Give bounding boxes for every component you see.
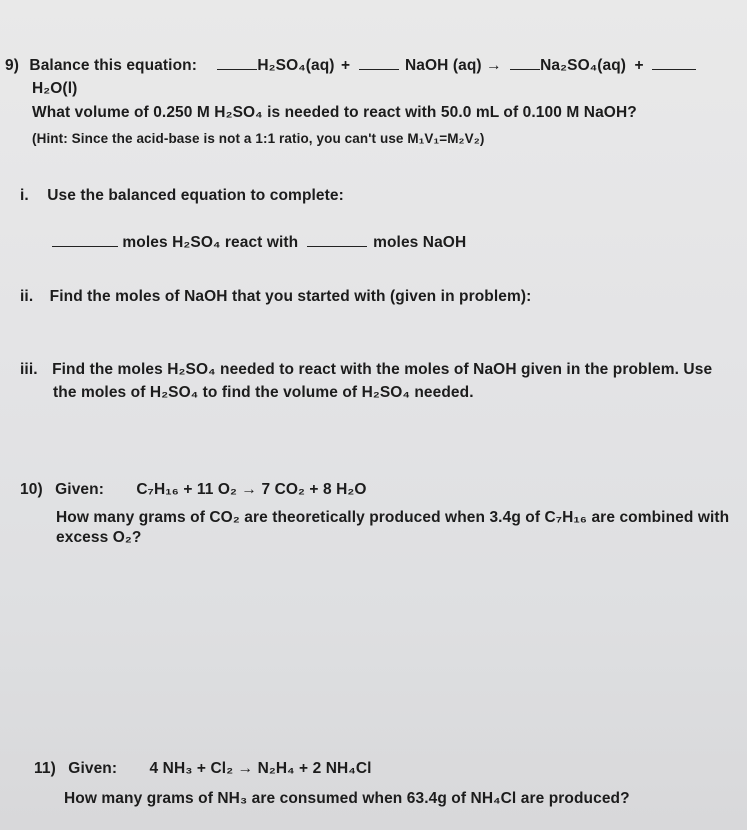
q11-given-label: Given: <box>68 760 118 777</box>
ratio-text-1: moles H₂SO₄ react with <box>122 234 299 251</box>
q9-reactant2: NaOH (aq) <box>405 57 482 74</box>
q10-question-2: excess O₂? <box>56 529 142 546</box>
q9-hint: (Hint: Since the acid-base is not a 1:1 ratio, you can't use M₁V₁=M₂V₂) <box>32 131 485 146</box>
q9-plus1: + <box>341 57 351 74</box>
q9-part-iii-text-1: Find the moles H₂SO₄ needed to react with the moles of NaOH given in the problem. Use <box>52 361 713 378</box>
q9-arrow: → <box>486 57 502 74</box>
q9-number: 9) <box>5 57 19 74</box>
q9-prompt: Balance this equation: <box>29 57 197 74</box>
ratio-blank-2[interactable] <box>307 234 367 247</box>
q10-question-1: How many grams of CO₂ are theoretically produced when 3.4g of C₇H₁₆ are combined with <box>56 509 730 526</box>
q10-given-label: Given: <box>55 481 104 498</box>
q9-part-ii-label: ii. <box>20 288 34 305</box>
q9-blank-4[interactable] <box>652 57 696 70</box>
q9-part-i-label: i. <box>20 187 29 204</box>
q11-given-line <box>34 760 372 778</box>
q9-part-iii-label: iii. <box>20 361 38 378</box>
ratio-blank-1[interactable] <box>52 234 118 247</box>
q9-product2: H₂O(l) <box>32 80 78 97</box>
q10-number: 10) <box>20 481 43 498</box>
q9-part-i <box>20 187 344 205</box>
q9-question: What volume of 0.250 M H₂SO₄ is needed to react with 50.0 mL of 0.100 M NaOH? <box>32 104 637 121</box>
q9-part-iii <box>20 361 712 379</box>
q9-part-i-text: Use the balanced equation to complete: <box>47 187 344 204</box>
q9-part-ii <box>20 288 531 306</box>
q11-equation: 4 NH₃ + Cl₂ → N₂H₄ + 2 NH₄Cl <box>149 760 372 777</box>
q9-blank-3[interactable] <box>510 57 540 70</box>
q9-equation-line <box>5 57 696 75</box>
q11-number: 11) <box>34 760 56 777</box>
q9-blank-1[interactable] <box>217 57 257 70</box>
q9-part-ii-text: Find the moles of NaOH that you started with (given in problem): <box>49 288 532 305</box>
q9-ratio-line <box>52 234 466 252</box>
q10-equation: C₇H₁₆ + 11 O₂ → 7 CO₂ + 8 H₂O <box>136 481 367 498</box>
ratio-text-2: moles NaOH <box>373 234 467 251</box>
q9-part-iii-text-2: the moles of H₂SO₄ to find the volume of H₂SO₄ needed. <box>53 384 474 401</box>
q9-blank-2[interactable] <box>359 57 399 70</box>
q10-given-line <box>20 481 367 499</box>
q9-product1: Na₂SO₄(aq) <box>540 57 627 74</box>
q9-reactant1: H₂SO₄(aq) <box>257 57 335 74</box>
q11-question: How many grams of NH₃ are consumed when 63.4g of NH₄Cl are produced? <box>64 790 630 807</box>
q9-plus2: + <box>634 57 644 74</box>
